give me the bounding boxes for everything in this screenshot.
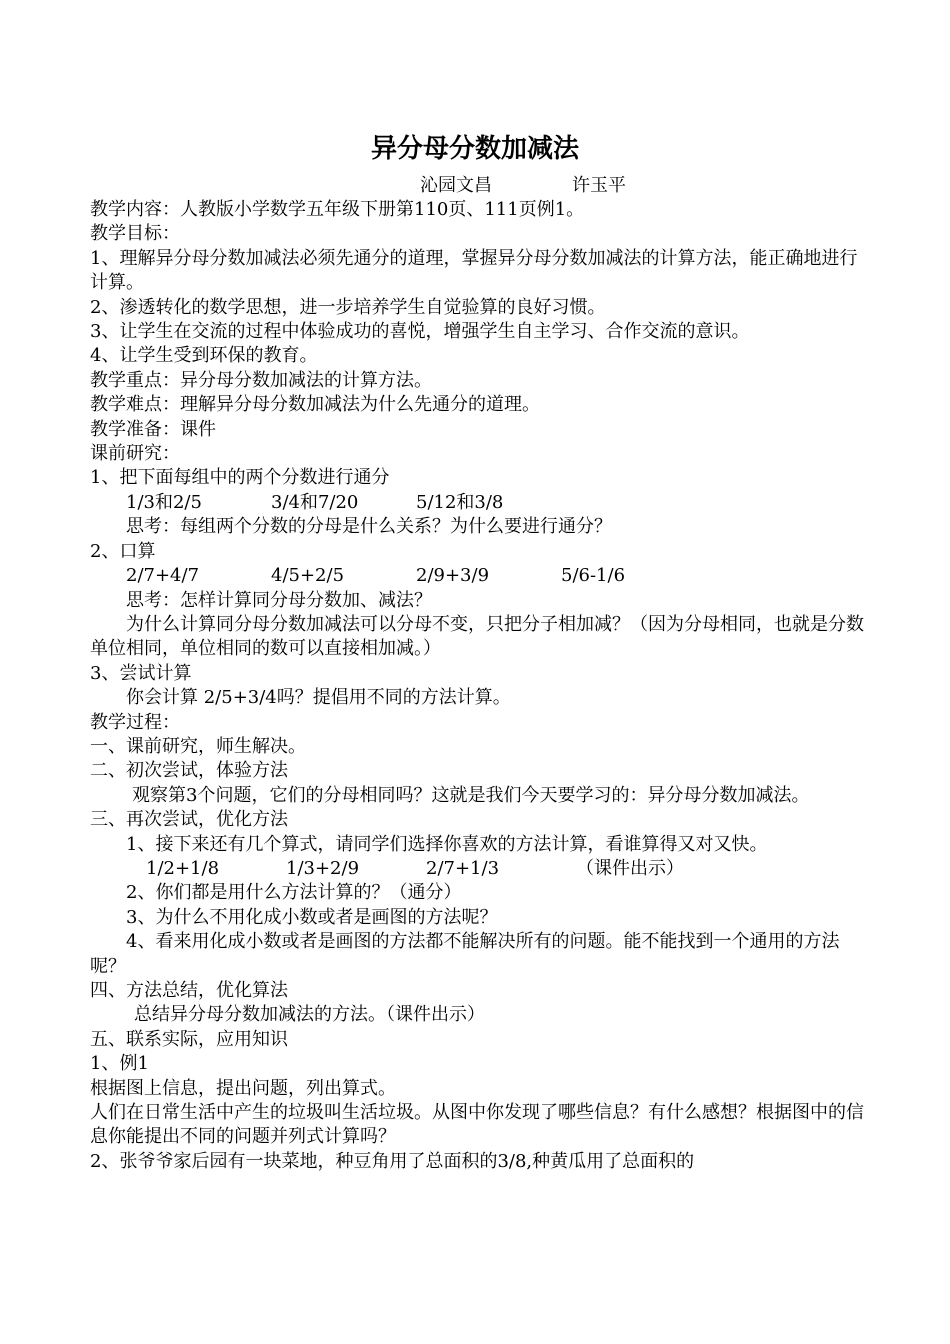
paragraph: 2、你们都是用什么方法计算的？（通分） [126,882,462,904]
paragraph: 思考：每组两个分数的分母是什么关系？为什么要进行通分？ [126,516,612,538]
expression: 4/5+2/5 [271,565,345,587]
paragraph: 2、渗透转化的数学思想，进一步培养学生自觉验算的良好习惯。 [90,296,606,318]
courseware-note: （课件出示） [576,857,684,879]
paragraph: 人们在日常生活中产生的垃圾叫生活垃圾。从图中你发现了哪些信息？有什么感想？根据图中的信息你能提出不同的问题并列式计算吗？ [90,1102,864,1148]
expression: 5/6-1/6 [561,565,626,587]
paragraph: 教学重点：异分母分数加减法的计算方法。 [90,369,432,391]
paragraph: 2、张爷爷家后园有一块菜地，种豆角用了总面积的3/8,种黄瓜用了总面积的 [90,1150,695,1172]
author-line [420,174,626,198]
page-title: 异分母分数加减法 [370,134,579,164]
paragraph: 2、口算 [90,540,156,562]
expression-row [90,564,870,588]
paragraph: 观察第3个问题，它们的分母相同吗？这就是我们今天要学习的：异分母分数加减法。 [132,784,810,806]
paragraph: 四、方法总结，优化算法 [90,980,288,1001]
paragraph: 4、看来用化成小数或者是画图的方法都不能解决所有的问题。能不能找到一个通用的方法呢？ [90,931,840,977]
fraction-pair: 3/4和7/20 [271,491,359,513]
expression: 2/7+1/3 [426,857,500,879]
expression-row [90,857,870,881]
paragraph: 3、让学生在交流的过程中体验成功的喜悦，增强学生自主学习、合作交流的意识。 [90,321,750,343]
paragraph: 4、让学生受到环保的教育。 [90,345,318,367]
paragraph: 总结异分母分数加减法的方法。（课件出示） [134,1004,485,1026]
paragraph: 根据图上信息，提出问题，列出算式。 [90,1077,396,1099]
paragraph: 1、理解异分母分数加减法必须先通分的道理，掌握异分母分数加减法的计算方法，能正确地进行计算。 [90,247,858,294]
paragraph: 三、再次尝试，优化方法 [90,809,288,831]
fraction-pair: 5/12和3/8 [416,491,504,513]
fraction-pair: 1/3和2/5 [126,491,202,513]
paragraph: 思考：怎样计算同分母分数加、减法？ [126,589,432,611]
expression: 2/9+3/9 [416,565,490,587]
paragraph: 一、课前研究，师生解决。 [90,735,306,757]
section-heading: 教学过程： [90,711,180,733]
paragraph: 二、初次尝试，体验方法 [90,760,288,782]
paragraph: 五、联系实际，应用知识 [90,1028,288,1050]
paragraph: 1、例1 [90,1053,149,1075]
paragraph: 教学难点：理解异分母分数加减法为什么先通分的道理。 [90,394,540,416]
paragraph: 1、接下来还有几个算式，请同学们选择你喜欢的方法计算，看谁算得又对又快。 [126,833,768,855]
teaching-content: 教学内容：人教版小学数学五年级下册第110页、111页例1。 [90,199,585,220]
fraction-row [90,491,870,515]
school-name: 沁园文昌 [420,175,492,196]
paragraph: 3、为什么不用化成小数或者是画图的方法呢？ [126,906,498,928]
section-heading: 课前研究： [90,443,180,465]
expression: 1/2+1/8 [146,857,220,879]
expression: 2/7+4/7 [126,565,200,587]
paragraph: 教学准备：课件 [90,418,216,440]
paragraph: 1、把下面每组中的两个分数进行通分 [90,467,390,489]
document-body [90,198,870,1174]
teacher-name: 许玉平 [572,175,626,196]
expression: 1/3+2/9 [286,857,360,879]
paragraph: 你会计算 2/5+3/4吗？提倡用不同的方法计算。 [126,687,511,709]
paragraph: 为什么计算同分母分数加减法可以分母不变，只把分子相加减？（因为分母相同，也就是分数单位相同，单位相同的数可以直接相加减。） [90,613,864,660]
section-heading: 教学目标： [90,223,180,245]
paragraph: 3、尝试计算 [90,662,192,684]
